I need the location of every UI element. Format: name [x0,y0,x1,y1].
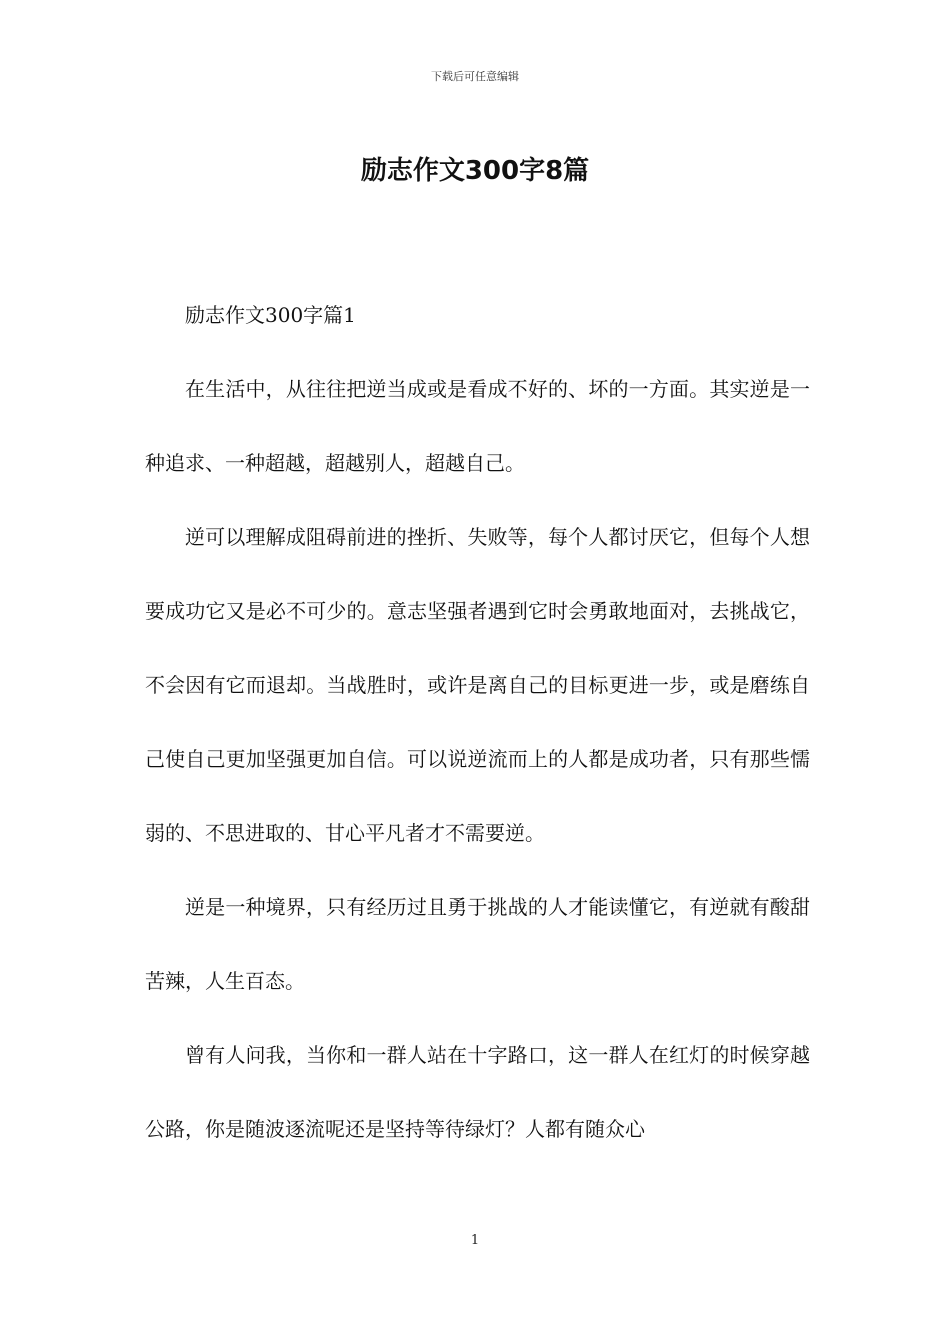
page-number: 1 [470,1233,480,1248]
paragraph-1: 在生活中，从往往把逆当成或是看成不好的、坏的一方面。其实逆是一种追求、一种超越，超越别人，超越自己。 [145,377,810,475]
document-title: 励志作文300字8篇 [360,156,590,186]
paragraph-3: 逆是一种境界，只有经历过且勇于挑战的人才能读懂它，有逆就有酸甜苦辣，人生百态。 [145,895,810,993]
section-heading: 励志作文300字篇1 [185,303,356,327]
paragraph-2: 逆可以理解成阻碍前进的挫折、失败等，每个人都讨厌它，但每个人想要成功它又是必不可少的。意志坚强者遇到它时会勇敢地面对，去挑战它，不会因有它而退却。当战胜时，或许是离自己的目标更进一步，或是磨练自己使自己更加坚强更加自信。可以说逆流而上的人都是成功者，只有那些懦弱的、不思进取的、甘心平凡者才不需要逆。 [145,525,810,845]
page-header-note: 下载后可任意编辑 [431,70,519,83]
document-body [145,278,810,1166]
paragraph-4: 曾有人问我，当你和一群人站在十字路口，这一群人在红灯的时候穿越公路，你是随波逐流呢还是坚持等待绿灯？人都有随众心 [145,1043,810,1141]
